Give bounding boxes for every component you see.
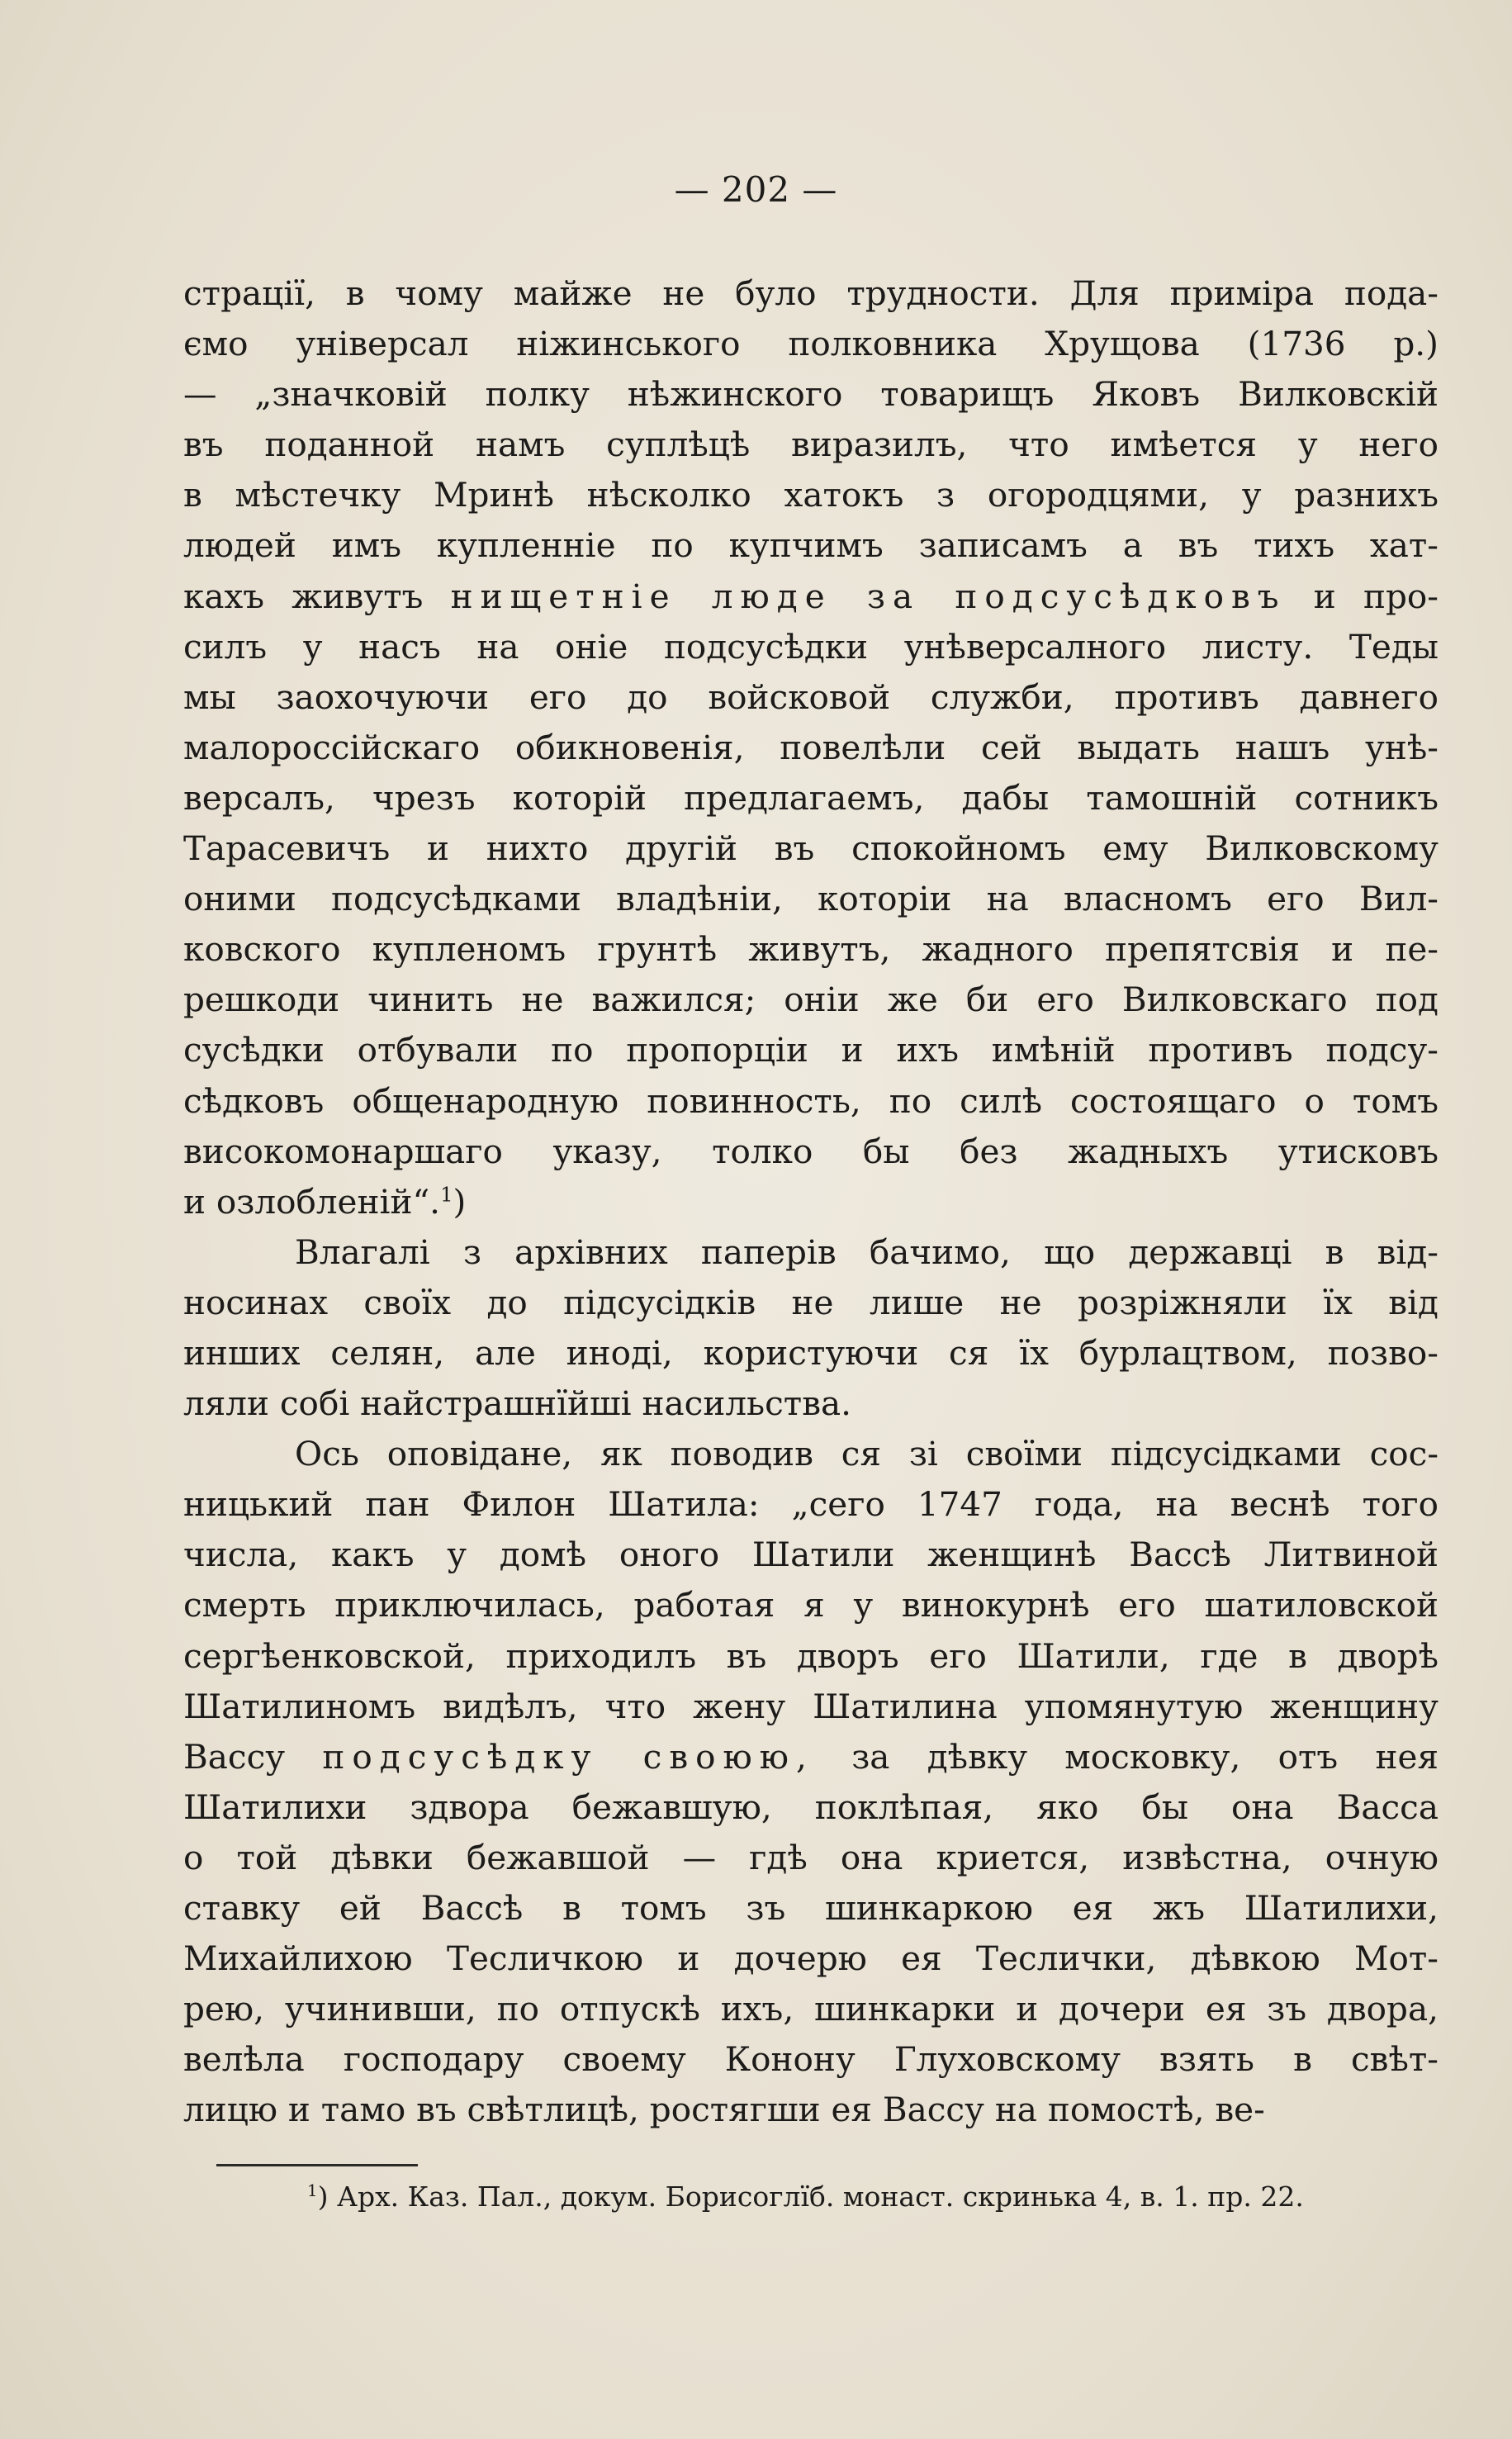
text-segment: решкоди чинить не важился; оніи же би его Вилковскаго под (183, 980, 1439, 1020)
text-segment: страції, в чому майже не було трудности. Для приміра пода- (183, 273, 1439, 313)
text-line (183, 1580, 1439, 1630)
text-segment: Тарасевичъ и нихто другій въ спокойномъ ему Вилковскому (183, 828, 1439, 869)
text-segment: велѣла господару своему Конону Глуховскому взять в свѣт- (183, 2039, 1439, 2080)
text-line (183, 1076, 1439, 1127)
text-segment: сѣдковъ общенародную повинность, по силѣ состоящаго о томъ (183, 1080, 1439, 1121)
text-segment: ) (453, 1181, 467, 1222)
footnote-text: ) Арх. Каз. Пал., докум. Борисоглїб. монаст. скринька 4, в. 1. пр. 22. (317, 2180, 1304, 2213)
text-segment: смерть приключилась, работая я у винокурнѣ его шатиловской (183, 1585, 1439, 1625)
text-segment: Ось оповідане, як поводив ся зі своїми підсусідками сос- (295, 1434, 1439, 1474)
text-segment: носинах своїх до підсусідків не лише не розріжняли їх від (183, 1282, 1439, 1322)
text-line (183, 1732, 1439, 1782)
paragraph-3 (183, 1429, 1439, 2135)
text-segment: Вассу (183, 1736, 323, 1777)
text-line (183, 1328, 1439, 1378)
text-line (183, 2085, 1439, 2135)
text-line (183, 1227, 1439, 1278)
text-line (183, 420, 1439, 470)
text-line (183, 2034, 1439, 2085)
text-segment: мы заохочуючи его до войсковой служби, противъ давнего (183, 676, 1439, 717)
text-segment: Шатилихи здвора бежавшую, поклѣпая, яко бы она Васса (183, 1787, 1439, 1827)
page-number: — 202 — (674, 169, 838, 210)
text-line (183, 1833, 1439, 1883)
text-segment: в мѣстечку Мринѣ нѣсколко хатокъ з огородцями, у разнихъ (183, 475, 1439, 515)
text-line (183, 1984, 1439, 2034)
text-line (183, 1479, 1439, 1530)
text-line (183, 924, 1439, 975)
text-segment: — „значковій полку нѣжинского товарищъ Яковъ Вилковскій (183, 374, 1439, 415)
text-line (183, 622, 1439, 672)
text-line (183, 672, 1439, 723)
text-line (183, 823, 1439, 874)
text-line (183, 1883, 1439, 1934)
text-segment: Михайлихою Тесличкою и дочерю ея Теслички, дѣвкою Мот- (183, 1938, 1439, 1979)
text-line (183, 520, 1439, 571)
text-segment: ємо універсал ніжинського полковника Хрущова (1736 р.) (183, 324, 1439, 364)
text-line (183, 572, 1439, 622)
footnote-ref: 1 (440, 1182, 453, 1207)
text-segment: оними подсусѣдками владѣніи, которіи на власномъ его Вил- (183, 879, 1439, 919)
text-line (183, 1631, 1439, 1682)
text-line (183, 319, 1439, 369)
text-line (183, 1934, 1439, 1984)
text-line (183, 1025, 1439, 1075)
text-segment: за дѣвку московку, отъ нея (813, 1736, 1439, 1777)
text-segment: Влагалі з архівних паперів бачимо, що державці в від- (295, 1231, 1439, 1272)
text-segment: Шатилиномъ видѣлъ, что жену Шатилина упомянутую женщину (183, 1686, 1439, 1726)
text-segment: въ поданной намъ суплѣцѣ виразилъ, что имѣется у него (183, 425, 1439, 465)
text-segment: ляли собі найстрашнїйші насильства. (183, 1383, 852, 1424)
spaced-text: подсусѣдку своюю, (322, 1736, 814, 1777)
text-line (183, 1429, 1439, 1479)
text-line (183, 1530, 1439, 1580)
text-line (183, 773, 1439, 823)
paragraph-1 (183, 268, 1439, 1227)
text-line (183, 1682, 1439, 1732)
text-line (183, 1782, 1439, 1833)
text-line (183, 1177, 1439, 1227)
text-line (183, 1378, 1439, 1429)
text-segment: ставку ей Вассѣ в томъ зъ шинкаркою ея жъ Шатилихи, (183, 1888, 1439, 1928)
text-segment: людей имъ купленніе по купчимъ записамъ а въ тихъ хат- (183, 525, 1439, 566)
text-segment: версалъ, чрезъ которій предлагаемъ, дабы тамошній сотникъ (183, 777, 1439, 818)
spaced-text: нищетніе люде за подсусѣдковъ (450, 576, 1287, 616)
text-segment: инших селян, але иноді, користуючи ся їх бурлацтвом, позво- (183, 1332, 1439, 1373)
text-segment: ницький пан Филон Шатила: „сего 1747 года, на веснѣ того (183, 1484, 1439, 1525)
text-segment: сергѣенковской, приходилъ въ дворъ его Шатили, где в дворѣ (183, 1635, 1439, 1676)
text-segment: малороссійскаго обикновенія, повелѣли сей выдать нашъ унѣ- (183, 727, 1439, 767)
footnote-rule (216, 2164, 418, 2166)
text-segment: о той дѣвки бежавшой — гдѣ она криется, извѣстна, очную (183, 1837, 1439, 1877)
footnote-mark: 1 (307, 2181, 318, 2200)
text-line (183, 268, 1439, 319)
body-text (183, 268, 1439, 2135)
text-line (183, 975, 1439, 1025)
text-line (183, 874, 1439, 924)
text-line (183, 1127, 1439, 1177)
text-segment: лицю и тамо въ свѣтлицѣ, ростягши ея Вассу на помостѣ, ве- (183, 2090, 1265, 2130)
text-segment: кахъ живутъ (183, 576, 451, 616)
text-segment: и про- (1286, 576, 1439, 616)
text-segment: високомонаршаго указу, толко бы без жадныхъ утисковъ (183, 1131, 1439, 1171)
text-line (183, 369, 1439, 420)
paragraph-2 (183, 1227, 1439, 1429)
text-segment: числа, какъ у домѣ оного Шатили женщинѣ Вассѣ Литвиной (183, 1535, 1439, 1575)
text-line (183, 1278, 1439, 1328)
footnote (307, 2179, 1439, 2215)
text-segment: и озлобленій“. (183, 1181, 441, 1222)
text-segment: сусѣдки отбували по пропорціи и ихъ имѣній противъ подсу- (183, 1030, 1439, 1070)
text-line (183, 723, 1439, 773)
text-line (183, 470, 1439, 520)
text-segment: силъ у насъ на оніе подсусѣдки унѣверсалного листу. Теды (183, 626, 1439, 667)
text-segment: рею, учинивши, по отпускѣ ихъ, шинкарки и дочери ея зъ двора, (183, 1989, 1439, 2029)
text-segment: ковского купленомъ грунтѣ живутъ, жадного препятсвія и пе- (183, 929, 1439, 970)
